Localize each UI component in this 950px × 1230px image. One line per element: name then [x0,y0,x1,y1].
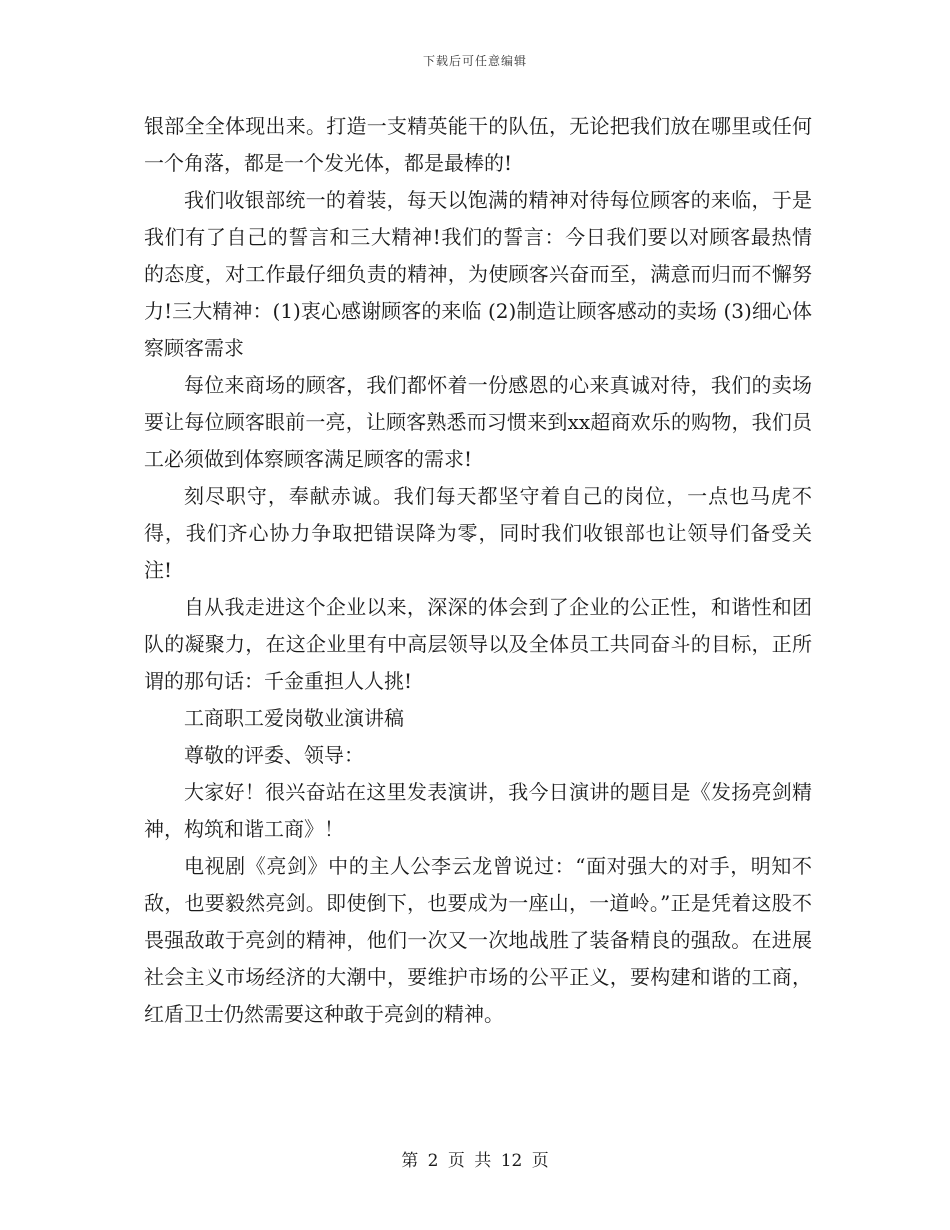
paragraph-4: 刻尽职守，奉献赤诚。我们每天都坚守着自己的岗位，一点也马虎不得，我们齐心协力争取把错误降为零，同时我们收银部也让领导们备受关注! [144,484,812,582]
paragraph-6: 大家好！很兴奋站在这里发表演讲，我今日演讲的题目是《发扬亮剑精神，构筑和谐工商》！ [144,780,812,841]
paragraph-3: 每位来商场的顾客，我们都怀着一份感恩的心来真诚对待，我们的卖场要让每位顾客眼前一亮，让顾客熟悉而习惯来到xx超商欢乐的购物，我们员工必须做到体察顾客满足顾客的需求! [144,373,812,471]
page-header-note: 下载后可任意编辑 [422,54,527,68]
page-number: 第 2 页 共 12 页 [401,1151,549,1171]
paragraph-5: 自从我走进这个企业以来，深深的体会到了企业的公正性，和谐性和团队的凝聚力，在这企业里有中高层领导以及全体员工共同奋斗的目标，正所谓的那句话：千金重担人人挑! [144,595,812,693]
salutation: 尊敬的评委、领导： [184,743,364,767]
paragraph-2: 我们收银部统一的着装，每天以饱满的精神对待每位顾客的来临，于是我们有了自己的誓言和三大精神!我们的誓言：今日我们要以对顾客最热情的态度，对工作最仔细负责的精神，为使顾客兴奋而至，满意而归而不懈努力!三大精神：(1)衷心感谢顾客的来临 (2)制造让顾客感动的卖场 (3)细心体察顾客需求 [144,188,812,360]
speech-title: 工商职工爱岗敬业演讲稿 [184,706,404,730]
paragraph-7: 电视剧《亮剑》中的主人公李云龙曾说过：“面对强大的对手，明知不敌，也要毅然亮剑。即使倒下，也要成为一座山，一道岭。”正是凭着这股不畏强敌敢于亮剑的精神，他们一次又一次地战胜了装备精良的强敌。在进展社会主义市场经济的大潮中，要维护市场的公平正义，要构建和谐的工商，红盾卫士仍然需要这种敢于亮剑的精神。 [144,854,812,1026]
document-body [144,108,812,1033]
paragraph-1: 银部全全体现出来。打造一支精英能干的队伍，无论把我们放在哪里或任何一个角落，都是一个发光体，都是最棒的! [144,114,812,175]
